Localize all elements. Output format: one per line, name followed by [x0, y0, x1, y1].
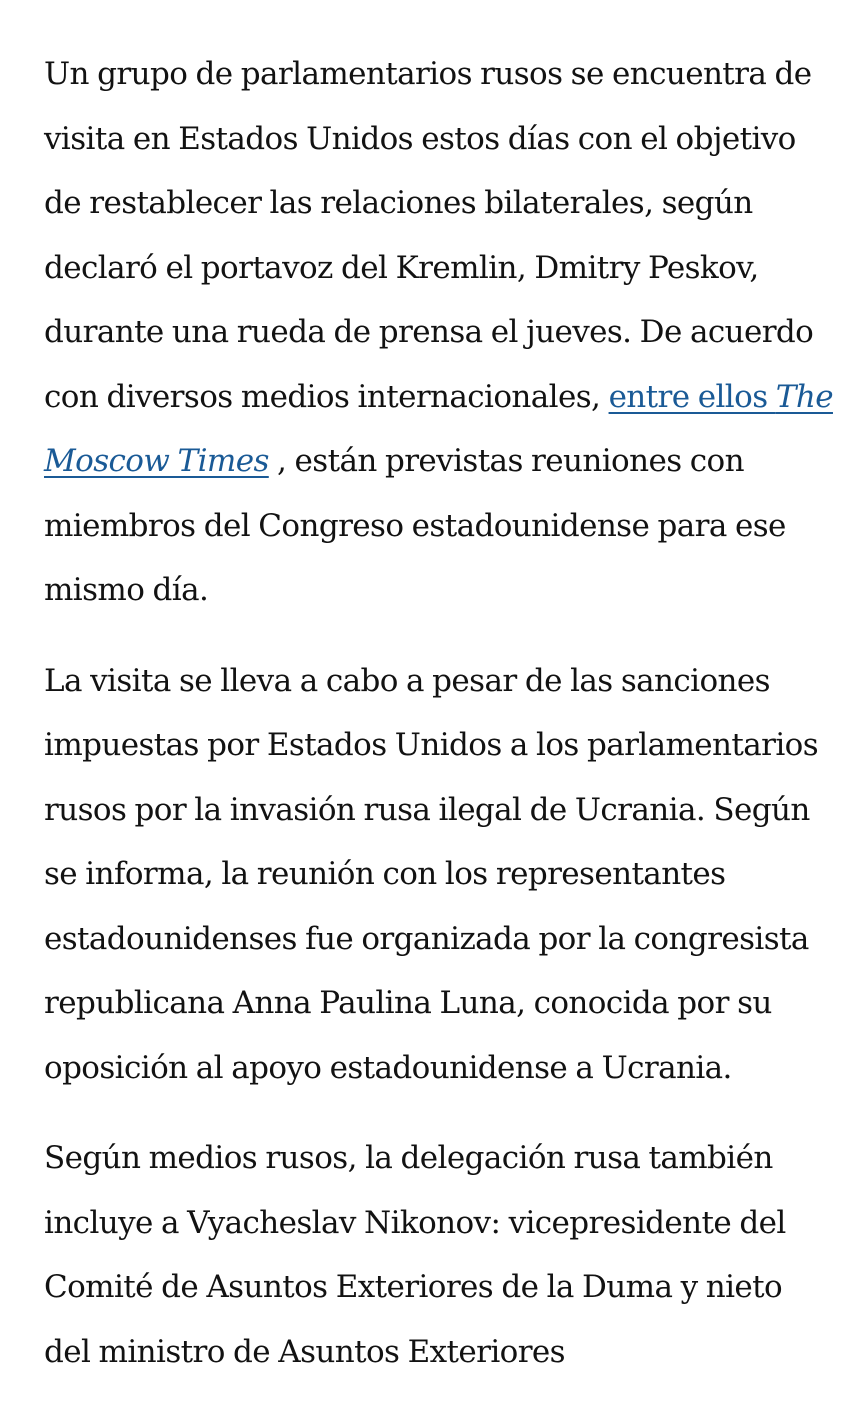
article-paragraph-3: Según medios rusos, la delegación rusa también incluye a Vyacheslav Nikonov: vicepresidente del Comité de Asuntos Exteriores de la Duma y nieto del ministro de Asuntos Exteriores — [44, 1140, 786, 1370]
paragraph-1-text-start: Un grupo de parlamentarios rusos se encuentra de visita en Estados Unidos estos días con el objetivo de restablecer las relaciones bilaterales, según declaró el portavoz del Kremlin, Dmitry Peskov, durante una rueda de prensa el jueves. De acuerdo con diversos medios internacionales, — [44, 56, 814, 415]
link-publication-name: The Moscow Times — [44, 378, 833, 479]
article-body — [44, 42, 834, 1410]
paragraph-1-text-end: , están previstas reuniones con miembros del Congreso estadounidense para ese mismo día. — [44, 443, 786, 608]
article-paragraph-1 — [44, 42, 834, 623]
link-text: entre ellos — [608, 378, 776, 415]
article-paragraph-2: La visita se lleva a cabo a pesar de las sanciones impuestas por Estados Unidos a los parlamentarios rusos por la invasión rusa ilegal de Ucrania. Según se informa, la reunión con los representantes estadounidenses fue organizada por la congresista republicana Anna Paulina Luna, conocida por su oposición al apoyo estadounidense a Ucrania. — [44, 662, 819, 1086]
